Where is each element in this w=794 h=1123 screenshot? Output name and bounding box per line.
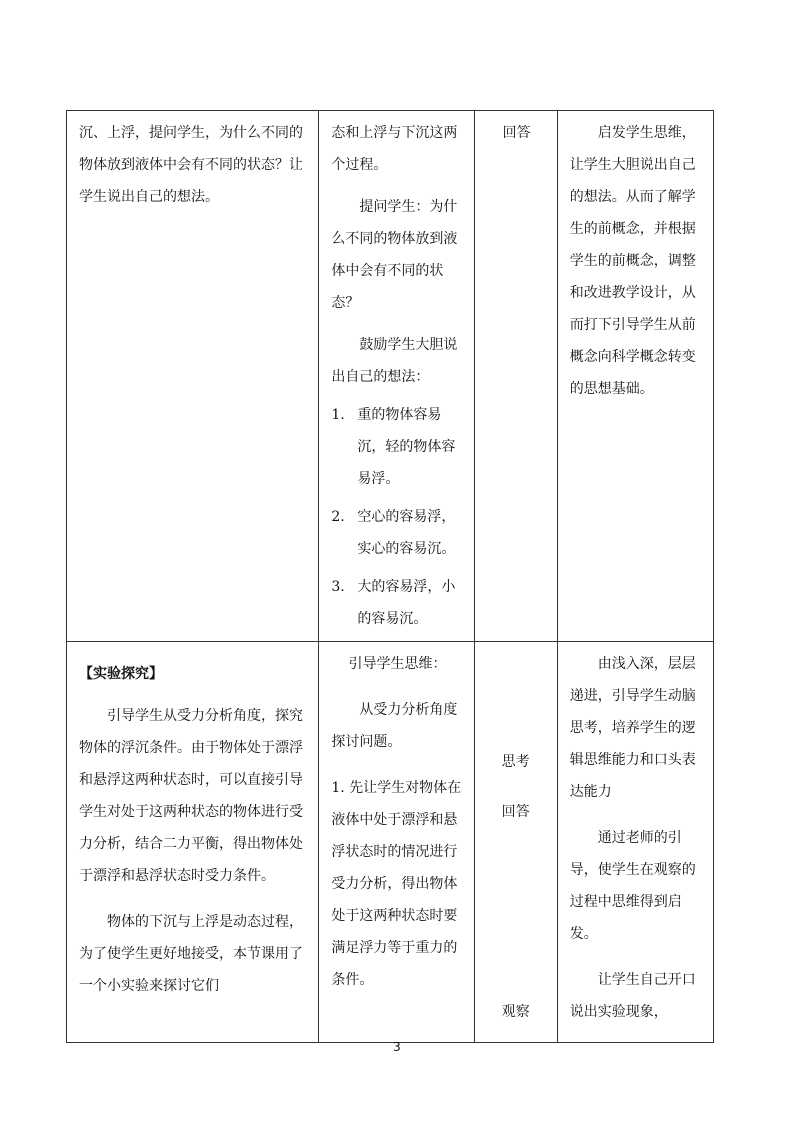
teacher-content-cell [67, 642, 319, 1043]
table-row [67, 642, 714, 1043]
teacher-activity-paragraph: 提问学生：为什么不同的物体放到液体中会有不同的状态？ [331, 199, 458, 311]
list-text: 重的物体容易沉，轻的物体容易浮。 [357, 407, 456, 487]
teacher-activity-paragraph: 从受力分析角度探讨问题。 [331, 702, 458, 750]
list-number: 2. [331, 509, 345, 525]
design-intent-paragraph: 由浅入深，层层递进，引导学生动脑思考，培养学生的逻辑思维能力和口头表达能力 [569, 656, 696, 800]
teacher-activity-paragraph: 1. 先让学生对物体在液体中处于漂浮和悬浮状态时的情况进行受力分析，得出物体处于这两种状态时要满足浮力等于重力的条件。 [331, 780, 462, 988]
student-activity-think: 思考 [501, 754, 530, 770]
teacher-activity-paragraph: 态和上浮与下沉这两个过程。 [331, 125, 458, 173]
list-item [331, 571, 463, 635]
design-intent-text: 启发学生思维，让学生大胆说出自己的想法。从而了解学生的前概念，并根据学生的前概念，调整和改进教学设计，从而打下引导学生从前概念向科学概念转变的思想基础。 [569, 125, 696, 397]
student-activity-answer: 回答 [501, 804, 530, 820]
section-heading: 【实验探究】 [79, 666, 163, 682]
design-intent-cell [557, 111, 713, 642]
list-number: 3. [331, 579, 345, 595]
design-intent-paragraph: 让学生自己开口说出实验现象， [569, 972, 696, 1020]
student-activity-observe: 观察 [501, 1004, 530, 1020]
student-activity-text: 回答 [502, 125, 531, 141]
lesson-plan-table [66, 110, 714, 1043]
student-activity-cell [474, 642, 557, 1043]
teacher-content-paragraph: 引导学生从受力分析角度，探究物体的浮沉条件。由于物体处于漂浮和悬浮这两种状态时，可以直接引导学生对处于这两种状态的物体进行受力分析，结合二力平衡，得出物体处于漂浮和悬浮状态时受力条件。 [79, 708, 303, 884]
student-activity-cell [474, 111, 557, 642]
teacher-content-text: 沉、上浮，提问学生，为什么不同的物体放到液体中会有不同的状态？让学生说出自己的想法。 [79, 125, 303, 205]
teacher-activity-cell [319, 111, 474, 642]
list-number: 1. [331, 407, 345, 423]
list-text: 空心的容易浮，实心的容易沉。 [357, 509, 456, 557]
teacher-activity-paragraph: 引导学生思维： [348, 656, 447, 672]
list-item [331, 399, 463, 495]
list-item [331, 501, 463, 565]
teacher-content-paragraph: 物体的下沉与上浮是动态过程，为了使学生更好地接受，本节课用了一个小实验来探讨它们 [79, 914, 303, 994]
design-intent-cell [557, 642, 713, 1043]
table-row [67, 111, 714, 642]
teacher-activity-cell [319, 642, 474, 1043]
teacher-content-cell [67, 111, 319, 642]
design-intent-paragraph: 通过老师的引导，使学生在观察的过程中思维得到启发。 [569, 830, 696, 942]
teacher-activity-paragraph: 鼓励学生大胆说出自己的想法： [331, 337, 458, 385]
list-text: 大的容易浮，小的容易沉。 [357, 579, 456, 627]
page-number: 3 [393, 1040, 401, 1054]
